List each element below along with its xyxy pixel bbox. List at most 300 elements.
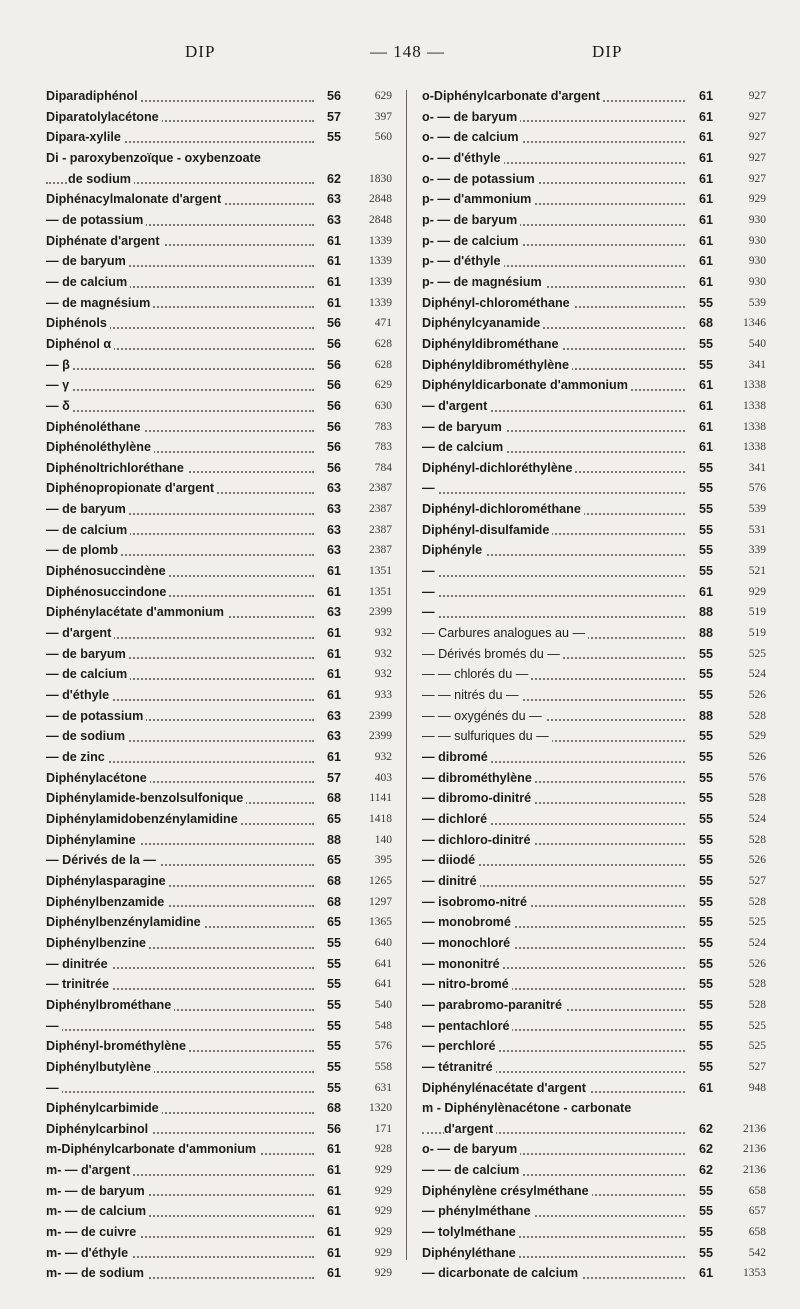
entry-page: 576 bbox=[374, 1040, 392, 1053]
entry-volume: 61 bbox=[327, 750, 342, 764]
entry-volume: 55 bbox=[327, 1080, 342, 1095]
page-header bbox=[0, 42, 800, 66]
entry-volume: 56 bbox=[327, 398, 342, 413]
entry-volume: 55 bbox=[699, 460, 714, 475]
entry-label: Diphénylamidobenzénylamidine bbox=[46, 812, 241, 826]
entry-label: — — oxygénés du — bbox=[422, 709, 545, 723]
index-entry bbox=[422, 726, 767, 747]
entry-page: 641 bbox=[374, 978, 392, 991]
index-entry bbox=[422, 1243, 767, 1264]
entry-label: — de plomb bbox=[46, 543, 121, 557]
entry-volume: 61 bbox=[327, 667, 342, 682]
entry-page: 630 bbox=[374, 399, 392, 412]
entry-label: Diphénopropionate d'argent bbox=[46, 481, 217, 495]
entry-page: 1297 bbox=[369, 895, 392, 908]
entry-volume: 55 bbox=[699, 295, 714, 310]
entry-label: Diphénol α bbox=[46, 337, 114, 351]
entry-page: 524 bbox=[748, 812, 766, 825]
index-entry bbox=[422, 417, 767, 438]
entry-page: 1141 bbox=[369, 792, 392, 805]
entry-page: 932 bbox=[374, 668, 392, 681]
entry-page: 140 bbox=[374, 833, 392, 846]
entry-volume: 61 bbox=[699, 419, 714, 434]
entry-label: — dinitrée bbox=[46, 957, 111, 971]
index-entry bbox=[422, 499, 767, 520]
entry-label: Diphénoltrichloréthane bbox=[46, 461, 187, 475]
entry-page: 929 bbox=[374, 1184, 392, 1197]
entry-label: — de baryum bbox=[46, 647, 129, 661]
entry-page: 1346 bbox=[743, 317, 766, 330]
entry-label: Dipara-xylile bbox=[46, 130, 124, 144]
entry-page: 539 bbox=[748, 296, 766, 309]
index-entry bbox=[422, 1016, 767, 1037]
index-entry bbox=[46, 437, 396, 458]
entry-page: 339 bbox=[748, 544, 766, 557]
entry-page: 1339 bbox=[369, 296, 392, 309]
entry-label: — nitro-bromé bbox=[422, 977, 512, 991]
index-entry bbox=[46, 1201, 396, 1222]
entry-volume: 61 bbox=[699, 150, 714, 165]
index-entry bbox=[46, 995, 396, 1016]
entry-volume: 63 bbox=[327, 522, 342, 537]
entry-label: — — sulfuriques du — bbox=[422, 729, 552, 743]
entry-page: 1338 bbox=[743, 379, 766, 392]
index-entry bbox=[46, 582, 396, 603]
entry-label: Diphényldibrométhane bbox=[422, 337, 561, 351]
entry-label: — d'argent bbox=[46, 626, 114, 640]
index-column-right bbox=[422, 86, 767, 1284]
entry-volume: 57 bbox=[327, 109, 342, 124]
index-entry bbox=[422, 1119, 767, 1140]
entry-label: — de potassium bbox=[46, 709, 146, 723]
index-entry bbox=[422, 231, 767, 252]
entry-volume: 63 bbox=[327, 729, 342, 744]
entry-page: 528 bbox=[748, 998, 766, 1011]
index-entry bbox=[422, 458, 767, 479]
entry-page: 929 bbox=[374, 1246, 392, 1259]
index-entry bbox=[422, 437, 767, 458]
entry-volume: 61 bbox=[327, 1204, 342, 1219]
entry-volume: 61 bbox=[699, 378, 714, 393]
index-entry bbox=[422, 148, 767, 169]
entry-page: 1418 bbox=[369, 812, 392, 825]
index-entry bbox=[46, 355, 396, 376]
header-left: DIP bbox=[185, 42, 216, 61]
entry-volume: 62 bbox=[699, 1121, 714, 1136]
entry-page: 929 bbox=[748, 193, 766, 206]
header-right: DIP bbox=[592, 42, 623, 61]
entry-label: Diphénate d'argent bbox=[46, 234, 163, 248]
entry-volume: 61 bbox=[699, 109, 714, 124]
entry-volume: 61 bbox=[327, 1183, 342, 1198]
index-entry bbox=[46, 1057, 396, 1078]
entry-page: 548 bbox=[374, 1019, 392, 1032]
entry-label: m-Diphénylcarbonate d'ammonium bbox=[46, 1142, 259, 1156]
index-entry bbox=[46, 1222, 396, 1243]
entry-page: 1338 bbox=[743, 420, 766, 433]
index-entry bbox=[46, 1181, 396, 1202]
entry-page: 341 bbox=[748, 461, 766, 474]
entry-label: — parabromo-paranitré bbox=[422, 998, 565, 1012]
entry-volume: 61 bbox=[699, 89, 714, 103]
entry-label: — de baryum bbox=[46, 254, 129, 268]
entry-volume: 61 bbox=[327, 688, 342, 703]
entry-label: — mononitré bbox=[422, 957, 503, 971]
index-entry bbox=[422, 540, 767, 561]
entry-label: Diphényl-chlorométhane bbox=[422, 296, 573, 310]
entry-volume: 63 bbox=[327, 708, 342, 723]
index-entry bbox=[422, 1139, 767, 1160]
entry-label: Diphénylasparagine bbox=[46, 874, 169, 888]
index-entry bbox=[46, 334, 396, 355]
entry-label: o-Diphénylcarbonate d'argent bbox=[422, 89, 603, 103]
entry-page: 929 bbox=[374, 1226, 392, 1239]
entry-page: 1351 bbox=[369, 565, 392, 578]
index-entry bbox=[422, 1036, 767, 1057]
entry-label: p- — d'éthyle bbox=[422, 254, 504, 268]
entry-volume: 55 bbox=[699, 1059, 714, 1074]
index-entry bbox=[46, 1036, 396, 1057]
entry-label: d'argent bbox=[444, 1122, 496, 1136]
entry-page: 521 bbox=[748, 565, 766, 578]
index-entry bbox=[46, 1119, 396, 1140]
index-entry bbox=[46, 375, 396, 396]
entry-label: Diphénoléthane bbox=[46, 420, 143, 434]
entry-volume: 61 bbox=[327, 254, 342, 269]
entry-label: Diphénoléthylène bbox=[46, 440, 154, 454]
index-entry bbox=[422, 747, 767, 768]
index-entry bbox=[422, 169, 767, 190]
entry-volume: 63 bbox=[327, 481, 342, 496]
entry-label: Diphénylcyanamide bbox=[422, 316, 543, 330]
index-entry bbox=[46, 293, 396, 314]
entry-page: 928 bbox=[374, 1143, 392, 1156]
index-entry bbox=[46, 478, 396, 499]
index-entry bbox=[422, 355, 767, 376]
entry-label: — tolylméthane bbox=[422, 1225, 519, 1239]
entry-page: 2848 bbox=[369, 193, 392, 206]
entry-label: Diparadiphénol bbox=[46, 89, 141, 103]
entry-volume: 68 bbox=[327, 1101, 342, 1116]
entry-label: o- — de calcium bbox=[422, 130, 522, 144]
index-entry bbox=[422, 561, 767, 582]
entry-page: 2399 bbox=[369, 606, 392, 619]
entry-page: 933 bbox=[374, 689, 392, 702]
entry-volume: 55 bbox=[327, 1059, 342, 1074]
entry-label: — bbox=[422, 605, 438, 619]
entry-label: — Carbures analogues au — bbox=[422, 626, 588, 640]
entry-label: p- — de magnésium bbox=[422, 275, 545, 289]
entry-page: 927 bbox=[748, 172, 766, 185]
index-entry bbox=[422, 582, 767, 603]
entry-label: o- — d'éthyle bbox=[422, 151, 504, 165]
entry-page: 2399 bbox=[369, 730, 392, 743]
entry-volume: 55 bbox=[699, 873, 714, 888]
entry-page: 528 bbox=[748, 833, 766, 846]
entry-volume: 61 bbox=[327, 233, 342, 248]
entry-label: — monochloré bbox=[422, 936, 513, 950]
entry-label: o- — de potassium bbox=[422, 172, 538, 186]
entry-label: Diphénylamine bbox=[46, 833, 139, 847]
index-entry bbox=[422, 602, 767, 623]
entry-volume: 61 bbox=[699, 130, 714, 145]
entry-label: — d'argent bbox=[422, 399, 490, 413]
entry-label: Diphényléthane bbox=[422, 1246, 519, 1260]
entry-page: 2136 bbox=[743, 1164, 766, 1177]
entry-label: — γ bbox=[46, 378, 72, 392]
entry-page: 558 bbox=[374, 1060, 392, 1073]
entry-volume: 56 bbox=[327, 440, 342, 455]
entry-page: 631 bbox=[374, 1081, 392, 1094]
index-entry bbox=[422, 396, 767, 417]
entry-page: 628 bbox=[374, 337, 392, 350]
index-entry bbox=[422, 623, 767, 644]
entry-volume: 62 bbox=[327, 171, 342, 186]
entry-volume: 61 bbox=[699, 171, 714, 186]
entry-label: — d'éthyle bbox=[46, 688, 112, 702]
entry-volume: 61 bbox=[327, 584, 342, 599]
entry-volume: 61 bbox=[699, 440, 714, 455]
entry-label: — pentachloré bbox=[422, 1019, 512, 1033]
entry-page: 2399 bbox=[369, 709, 392, 722]
entry-label: Diphényldibrométhylène bbox=[422, 358, 572, 372]
index-entry bbox=[422, 293, 767, 314]
entry-label: Diphénylbutylène bbox=[46, 1060, 154, 1074]
entry-volume: 55 bbox=[327, 956, 342, 971]
entry-label: — de magnésium bbox=[46, 296, 153, 310]
index-entry bbox=[46, 189, 396, 210]
entry-volume: 55 bbox=[699, 811, 714, 826]
entry-volume: 61 bbox=[699, 192, 714, 207]
entry-volume: 55 bbox=[699, 935, 714, 950]
entry-label: m- — de baryum bbox=[46, 1184, 148, 1198]
page-number: — 148 — bbox=[370, 42, 445, 61]
entry-page: 927 bbox=[748, 90, 766, 102]
entry-page: 540 bbox=[748, 337, 766, 350]
entry-volume: 56 bbox=[327, 357, 342, 372]
entry-volume: 56 bbox=[327, 336, 342, 351]
index-entry bbox=[422, 768, 767, 789]
entry-volume: 55 bbox=[699, 522, 714, 537]
index-entry bbox=[422, 664, 767, 685]
entry-volume: 63 bbox=[327, 605, 342, 620]
entry-volume: 65 bbox=[327, 853, 342, 868]
entry-label: — dibromé bbox=[422, 750, 491, 764]
entry-volume: 56 bbox=[327, 89, 342, 103]
entry-label: Diphénylénacétate d'argent bbox=[422, 1081, 589, 1095]
index-entry bbox=[422, 850, 767, 871]
entry-page: 519 bbox=[748, 627, 766, 640]
entry-page: 1351 bbox=[369, 585, 392, 598]
index-entry bbox=[422, 685, 767, 706]
index-entry bbox=[46, 1139, 396, 1160]
entry-page: 2387 bbox=[369, 482, 392, 495]
index-entry bbox=[46, 1160, 396, 1181]
entry-volume: 68 bbox=[327, 894, 342, 909]
entry-page: 1339 bbox=[369, 255, 392, 268]
entry-label: — de baryum bbox=[422, 420, 505, 434]
entry-page: 403 bbox=[374, 771, 392, 784]
index-entry bbox=[46, 974, 396, 995]
entry-volume: 62 bbox=[699, 1142, 714, 1157]
entry-label: — de calcium bbox=[46, 523, 130, 537]
index-entry bbox=[422, 954, 767, 975]
entry-page: 929 bbox=[374, 1164, 392, 1177]
index-entry bbox=[46, 871, 396, 892]
entry-page: 560 bbox=[374, 131, 392, 144]
entry-page: 657 bbox=[748, 1205, 766, 1218]
entry-volume: 55 bbox=[699, 1204, 714, 1219]
entry-volume: 61 bbox=[327, 626, 342, 641]
entry-label: o- — de baryum bbox=[422, 1142, 520, 1156]
entry-page: 628 bbox=[374, 358, 392, 371]
entry-page: 658 bbox=[748, 1226, 766, 1239]
index-entry bbox=[422, 334, 767, 355]
entry-page: 927 bbox=[748, 110, 766, 123]
entry-page: 1339 bbox=[369, 275, 392, 288]
entry-volume: 55 bbox=[327, 1018, 342, 1033]
index-entry bbox=[46, 1263, 396, 1284]
entry-label: o- — de baryum bbox=[422, 110, 520, 124]
entry-label: — de calcium bbox=[46, 275, 130, 289]
entry-volume: 61 bbox=[327, 1266, 342, 1281]
entry-label: m - Diphénylènacétone - carbonate bbox=[422, 1101, 634, 1115]
entry-label: Diparatolylacétone bbox=[46, 110, 162, 124]
entry-label: Diphényl-disulfamide bbox=[422, 523, 552, 537]
entry-volume: 55 bbox=[699, 646, 714, 661]
entry-page: 524 bbox=[748, 668, 766, 681]
entry-page: 1265 bbox=[369, 874, 392, 887]
entry-label: Diphényl-brométhylène bbox=[46, 1039, 189, 1053]
entry-label: p- — de calcium bbox=[422, 234, 522, 248]
entry-volume: 57 bbox=[327, 770, 342, 785]
entry-volume: 65 bbox=[327, 915, 342, 930]
entry-page: 519 bbox=[748, 606, 766, 619]
entry-volume: 61 bbox=[327, 1225, 342, 1240]
entry-volume: 61 bbox=[327, 274, 342, 289]
entry-label: Diphénylacétone bbox=[46, 771, 150, 785]
index-entry bbox=[46, 396, 396, 417]
entry-volume: 55 bbox=[327, 1039, 342, 1054]
index-entry bbox=[46, 540, 396, 561]
entry-label: Diphénacylmalonate d'argent bbox=[46, 192, 224, 206]
entry-page: 932 bbox=[374, 627, 392, 640]
index-entry bbox=[46, 809, 396, 830]
index-entry bbox=[46, 520, 396, 541]
entry-volume: 61 bbox=[327, 564, 342, 579]
entry-volume: 55 bbox=[699, 894, 714, 909]
index-entry bbox=[46, 86, 396, 107]
entry-label: — dibromo-dinitré bbox=[422, 791, 534, 805]
index-entry bbox=[422, 313, 767, 334]
entry-label: de sodium bbox=[68, 172, 134, 186]
index-entry bbox=[422, 1201, 767, 1222]
index-entry bbox=[46, 830, 396, 851]
index-entry bbox=[46, 726, 396, 747]
entry-volume: 68 bbox=[327, 791, 342, 806]
entry-volume: 63 bbox=[327, 543, 342, 558]
entry-page: 1353 bbox=[743, 1267, 766, 1280]
entry-volume: 55 bbox=[699, 543, 714, 558]
entry-page: 948 bbox=[748, 1081, 766, 1094]
entry-volume: 61 bbox=[699, 233, 714, 248]
entry-volume: 88 bbox=[699, 708, 714, 723]
entry-page: 1338 bbox=[743, 441, 766, 454]
entry-page: 658 bbox=[748, 1184, 766, 1197]
index-entry bbox=[46, 933, 396, 954]
index-entry bbox=[422, 892, 767, 913]
index-entry bbox=[422, 1222, 767, 1243]
entry-volume: 65 bbox=[327, 811, 342, 826]
entry-label: Diphénylbrométhane bbox=[46, 998, 174, 1012]
entry-volume: 55 bbox=[699, 791, 714, 806]
entry-label: — Dérivés bromés du — bbox=[422, 647, 563, 661]
entry-label: Diphényl-dichloréthylène bbox=[422, 461, 575, 475]
entry-page: 2848 bbox=[369, 213, 392, 226]
entry-label: — dichloro-dinitré bbox=[422, 833, 533, 847]
entry-page: 471 bbox=[374, 317, 392, 330]
entry-page: 525 bbox=[748, 1019, 766, 1032]
index-entry bbox=[46, 210, 396, 231]
entry-volume: 55 bbox=[699, 915, 714, 930]
index-entry bbox=[422, 520, 767, 541]
entry-page: 930 bbox=[748, 213, 766, 226]
entry-label: Diphényl-dichlorométhane bbox=[422, 502, 584, 516]
index-entry bbox=[422, 1098, 767, 1119]
entry-volume: 55 bbox=[327, 130, 342, 145]
entry-page: 1830 bbox=[369, 172, 392, 185]
index-entry bbox=[46, 706, 396, 727]
entry-volume: 88 bbox=[699, 626, 714, 641]
entry-volume: 55 bbox=[699, 1245, 714, 1260]
entry-volume: 55 bbox=[699, 357, 714, 372]
index-entry bbox=[422, 809, 767, 830]
index-entry bbox=[422, 974, 767, 995]
entry-label: — phénylméthane bbox=[422, 1204, 533, 1218]
entry-page: 1320 bbox=[369, 1102, 392, 1115]
index-entry bbox=[46, 127, 396, 148]
entry-volume: 88 bbox=[699, 605, 714, 620]
index-entry bbox=[46, 623, 396, 644]
column-divider bbox=[406, 90, 407, 1260]
entry-page: 526 bbox=[748, 957, 766, 970]
entry-volume: 55 bbox=[699, 956, 714, 971]
index-entry bbox=[422, 127, 767, 148]
index-entry bbox=[46, 1243, 396, 1264]
entry-page: 525 bbox=[748, 1040, 766, 1053]
entry-page: 341 bbox=[748, 358, 766, 371]
index-entry bbox=[46, 272, 396, 293]
entry-label: — — de calcium bbox=[422, 1163, 522, 1177]
entry-page: 929 bbox=[748, 585, 766, 598]
entry-volume: 61 bbox=[699, 398, 714, 413]
entry-page: 641 bbox=[374, 957, 392, 970]
entry-page: 783 bbox=[374, 420, 392, 433]
entry-label: Diphénosuccindone bbox=[46, 585, 169, 599]
entry-page: 2387 bbox=[369, 523, 392, 536]
entry-page: 930 bbox=[748, 234, 766, 247]
entry-page: 930 bbox=[748, 275, 766, 288]
entry-volume: 88 bbox=[327, 832, 342, 847]
index-entry bbox=[46, 169, 396, 190]
entry-page: 640 bbox=[374, 936, 392, 949]
entry-page: 528 bbox=[748, 709, 766, 722]
entry-label: — bbox=[422, 481, 438, 495]
entry-page: 542 bbox=[748, 1246, 766, 1259]
index-entry bbox=[422, 706, 767, 727]
entry-volume: 61 bbox=[699, 212, 714, 227]
entry-volume: 63 bbox=[327, 192, 342, 207]
